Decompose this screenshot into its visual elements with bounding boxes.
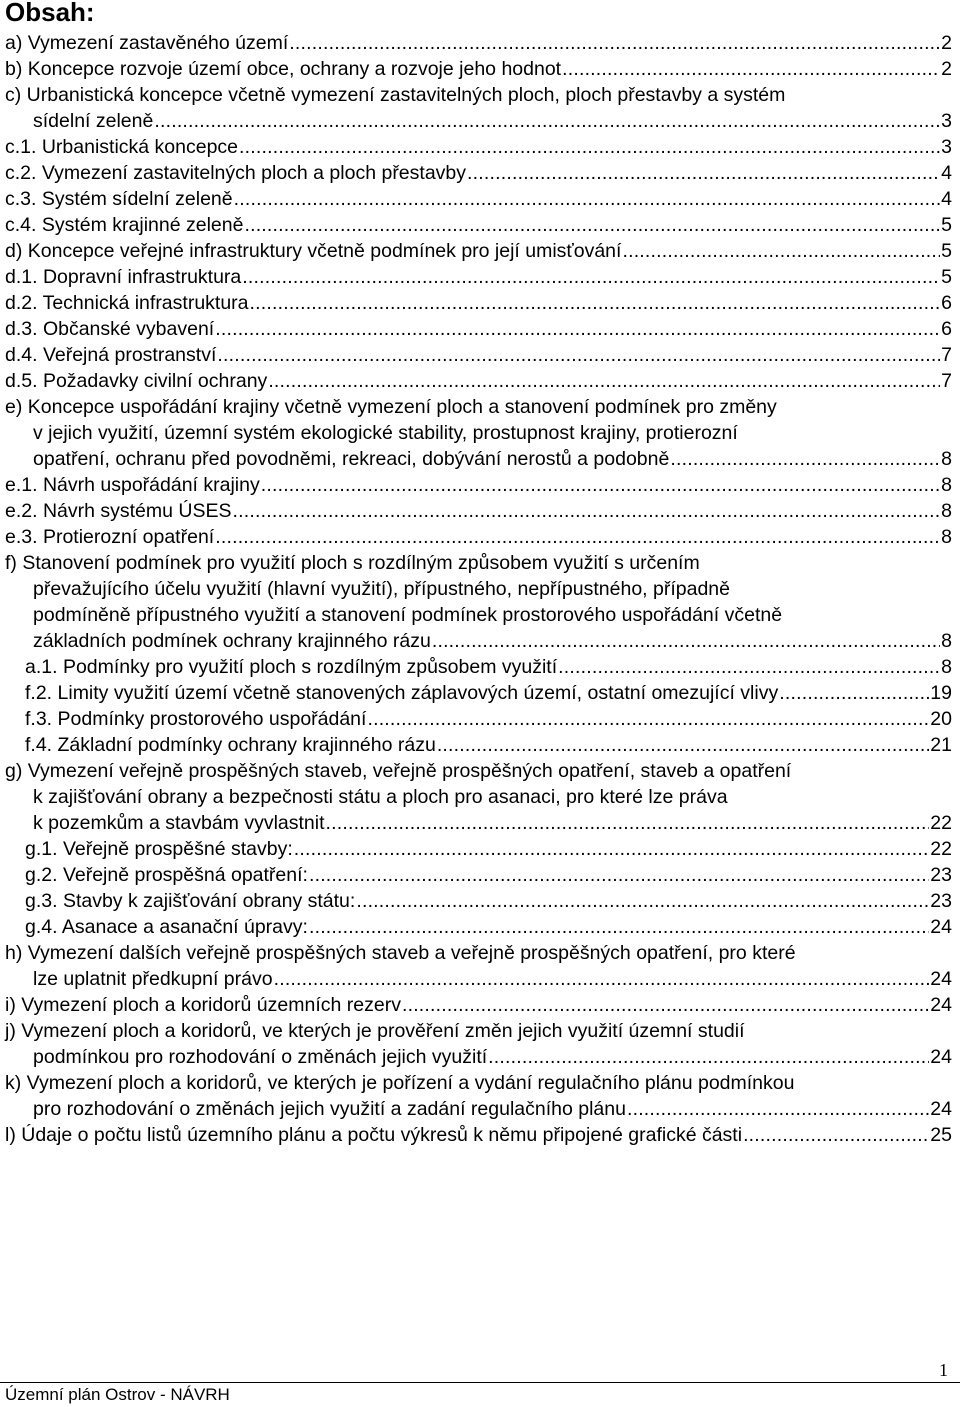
toc-entry-title: b) Koncepce rozvoje území obce, ochrany a rozvoje jeho hodnot <box>5 58 562 80</box>
toc-entry[interactable] <box>0 836 960 862</box>
toc-entry-page-number: 5 <box>941 266 952 288</box>
toc-dot-leader <box>402 992 929 1018</box>
toc-entry-page-number: 24 <box>930 1098 952 1120</box>
toc-entry-title: d.2. Technická infrastruktura <box>5 292 249 314</box>
toc-entry[interactable] <box>0 342 960 368</box>
toc-dot-leader <box>294 836 930 862</box>
toc-entry-page-number: 4 <box>941 188 952 210</box>
toc-entry-title: c.2. Vymezení zastavitelných ploch a ploch přestavby <box>5 162 467 184</box>
toc-entry-title: d.3. Občanské vybavení <box>5 318 215 340</box>
toc-entry-page-number: 2 <box>941 58 952 80</box>
toc-entry[interactable] <box>0 758 960 836</box>
toc-entry[interactable] <box>0 992 960 1018</box>
toc-entry-title: g.2. Veřejně prospěšná opatření: <box>25 864 308 886</box>
toc-dot-leader <box>242 264 940 290</box>
toc-entry-page-number: 24 <box>930 1046 952 1068</box>
toc-dot-leader <box>309 914 929 940</box>
toc-dot-leader <box>356 888 929 914</box>
toc-dot-leader <box>488 1044 929 1070</box>
toc-entry[interactable] <box>0 706 960 732</box>
toc-entry-title: e.1. Návrh uspořádání krajiny <box>5 474 260 496</box>
toc-entry-page-number: 23 <box>930 890 952 912</box>
toc-entry[interactable] <box>0 914 960 940</box>
toc-entry[interactable] <box>0 160 960 186</box>
toc-entry[interactable] <box>0 1070 960 1122</box>
toc-entry[interactable] <box>0 888 960 914</box>
toc-entry-title: sídelní zeleně <box>33 110 154 132</box>
toc-entry-page-number: 4 <box>941 162 952 184</box>
toc-entry[interactable] <box>0 524 960 550</box>
toc-dot-leader <box>234 186 941 212</box>
toc-entry-page-number: 8 <box>941 630 952 652</box>
toc-entry-page-number: 6 <box>941 318 952 340</box>
toc-entry[interactable] <box>0 368 960 394</box>
toc-dot-leader <box>261 472 940 498</box>
toc-entry-title: f) Stanovení podmínek pro využití ploch s rozdílným způsobem využití s určením <box>5 552 700 574</box>
toc-entry-title: opatření, ochranu před povodněmi, rekreaci, dobývání nerostů a podobně <box>33 448 670 470</box>
toc-dot-leader <box>743 1122 929 1148</box>
toc-entry[interactable] <box>0 264 960 290</box>
toc-entry-page-number: 3 <box>941 110 952 132</box>
toc-entry-title: g.1. Veřejně prospěšné stavby: <box>25 838 293 860</box>
toc-entry-page-number: 2 <box>941 32 952 54</box>
toc-dot-leader <box>289 30 940 56</box>
toc-entry[interactable] <box>0 30 960 56</box>
toc-entry-title: i) Vymezení ploch a koridorů územních rezerv <box>5 994 401 1016</box>
toc-entry[interactable] <box>0 238 960 264</box>
toc-entry-page-number: 20 <box>930 708 952 730</box>
toc-entry-title: základních podmínek ochrany krajinného rázu <box>33 630 431 652</box>
toc-entry-page-number: 5 <box>941 240 952 262</box>
toc-entry-page-number: 8 <box>941 474 952 496</box>
toc-dot-leader <box>309 862 929 888</box>
toc-entry-title: c.4. Systém krajinné zeleně <box>5 214 244 236</box>
toc-dot-leader <box>244 212 940 238</box>
toc-dot-leader <box>627 1096 929 1122</box>
toc-dot-leader <box>326 810 930 836</box>
toc-entry-page-number: 8 <box>941 500 952 522</box>
toc-entry-title: g.4. Asanace a asanační úpravy: <box>25 916 308 938</box>
toc-entry[interactable] <box>0 290 960 316</box>
footer-divider <box>0 1382 960 1383</box>
toc-entry[interactable] <box>0 1018 960 1070</box>
toc-entry-page-number: 21 <box>930 734 952 756</box>
toc-entry-title: k pozemkům a stavbám vyvlastnit <box>33 812 325 834</box>
toc-entry-title: podmínkou pro rozhodování o změnách jejich využití <box>33 1046 488 1068</box>
toc-entry-title: pro rozhodování o změnách jejich využití a zadání regulačního plánu <box>33 1098 626 1120</box>
toc-entry-title: v jejich využití, územní systém ekologické stability, prostupnost krajiny, protierozní <box>33 422 738 444</box>
toc-entry-title: podmíněně přípustného využití a stanovení podmínek prostorového uspořádání včetně <box>33 604 783 626</box>
toc-dot-leader <box>239 134 940 160</box>
toc-dot-leader <box>432 628 940 654</box>
toc-entry-title: d.5. Požadavky civilní ochrany <box>5 370 268 392</box>
toc-entry[interactable] <box>0 862 960 888</box>
toc-dot-leader <box>670 446 940 472</box>
toc-entry-title: g.3. Stavby k zajišťování obrany státu: <box>25 890 356 912</box>
toc-entry[interactable] <box>0 940 960 992</box>
toc-dot-leader <box>268 368 940 394</box>
toc-entry-title: f.4. Základní podmínky ochrany krajinného rázu <box>25 734 436 756</box>
table-of-contents <box>0 30 960 1148</box>
toc-entry[interactable] <box>0 680 960 706</box>
toc-dot-leader <box>622 238 940 264</box>
toc-entry-title: a.1. Podmínky pro využití ploch s rozdílným způsobem využití <box>25 656 558 678</box>
toc-entry[interactable] <box>0 56 960 82</box>
toc-entry-page-number: 25 <box>930 1124 952 1146</box>
toc-entry-page-number: 7 <box>941 370 952 392</box>
toc-entry-title: e.3. Protierozní opatření <box>5 526 215 548</box>
toc-entry-page-number: 22 <box>930 838 952 860</box>
toc-entry[interactable] <box>0 550 960 654</box>
toc-entry-title: k) Vymezení ploch a koridorů, ve kterých je pořízení a vydání regulačního plánu podmínkou <box>5 1072 795 1094</box>
toc-entry[interactable] <box>0 394 960 472</box>
toc-entry[interactable] <box>0 1122 960 1148</box>
toc-entry-title: c.1. Urbanistická koncepce <box>5 136 239 158</box>
toc-entry-title: h) Vymezení dalších veřejně prospěšných staveb a veřejně prospěšných opatření, pro které <box>5 942 796 964</box>
toc-entry[interactable] <box>0 732 960 758</box>
toc-entry-title: d.1. Dopravní infrastruktura <box>5 266 242 288</box>
toc-dot-leader <box>154 108 940 134</box>
toc-entry[interactable] <box>0 82 960 134</box>
toc-entry-page-number: 8 <box>941 448 952 470</box>
toc-dot-leader <box>558 654 940 680</box>
toc-entry-page-number: 8 <box>941 526 952 548</box>
toc-entry-title: a) Vymezení zastavěného území <box>5 32 289 54</box>
toc-entry-page-number: 5 <box>941 214 952 236</box>
toc-entry[interactable] <box>0 212 960 238</box>
toc-entry[interactable] <box>0 186 960 212</box>
toc-entry[interactable] <box>0 472 960 498</box>
toc-dot-leader <box>215 316 940 342</box>
toc-entry-page-number: 24 <box>930 916 952 938</box>
toc-entry-title: j) Vymezení ploch a koridorů, ve kterých je prověření změn jejich využití územní studií <box>5 1020 745 1042</box>
toc-dot-leader <box>250 290 941 316</box>
toc-entry[interactable] <box>0 316 960 342</box>
toc-entry-title: lze uplatnit předkupní právo <box>33 968 273 990</box>
toc-entry-page-number: 3 <box>941 136 952 158</box>
toc-dot-leader <box>215 524 940 550</box>
toc-entry-title: převažujícího účelu využití (hlavní využití), přípustného, nepřípustného, případně <box>33 578 730 600</box>
toc-entry-page-number: 24 <box>930 968 952 990</box>
toc-entry-title: g) Vymezení veřejně prospěšných staveb, veřejně prospěšných opatření, staveb a opatření <box>5 760 792 782</box>
toc-entry-title: f.2. Limity využití území včetně stanovených záplavových území, ostatní omezující vlivy <box>25 682 779 704</box>
toc-entry-title: c) Urbanistická koncepce včetně vymezení zastavitelných ploch, ploch přestavby a systém <box>5 84 786 106</box>
toc-entry-page-number: 8 <box>941 656 952 678</box>
toc-dot-leader <box>217 342 940 368</box>
toc-dot-leader <box>779 680 929 706</box>
toc-entry[interactable] <box>0 498 960 524</box>
toc-entry-title: f.3. Podmínky prostorového uspořádání <box>25 708 367 730</box>
toc-entry-title: l) Údaje o počtu listů územního plánu a počtu výkresů k němu připojené grafické části <box>5 1124 743 1146</box>
toc-entry-title: e.2. Návrh systému ÚSES <box>5 500 232 522</box>
toc-dot-leader <box>562 56 940 82</box>
toc-dot-leader <box>233 498 941 524</box>
footer-document-name: Územní plán Ostrov - NÁVRH <box>5 1385 230 1404</box>
toc-entry-title: d.4. Veřejná prostranství <box>5 344 217 366</box>
toc-entry-page-number: 6 <box>941 292 952 314</box>
toc-entry-page-number: 7 <box>941 344 952 366</box>
toc-dot-leader <box>437 732 929 758</box>
toc-entry-title: c.3. Systém sídelní zeleně <box>5 188 233 210</box>
toc-dot-leader <box>467 160 940 186</box>
toc-dot-leader <box>274 966 930 992</box>
toc-entry-title: d) Koncepce veřejné infrastruktury včetně podmínek pro její umisťování <box>5 240 622 262</box>
page-number: 1 <box>939 1360 948 1380</box>
toc-heading: Obsah: <box>5 0 95 27</box>
toc-entry-page-number: 23 <box>930 864 952 886</box>
toc-entry-page-number: 19 <box>930 682 952 704</box>
toc-entry-title: e) Koncepce uspořádání krajiny včetně vymezení ploch a stanovení podmínek pro změny <box>5 396 777 418</box>
toc-entry-title: k zajišťování obrany a bezpečnosti státu a ploch pro asanaci, pro které lze práva <box>33 786 728 808</box>
toc-entry[interactable] <box>0 134 960 160</box>
toc-dot-leader <box>367 706 929 732</box>
toc-entry-page-number: 24 <box>930 994 952 1016</box>
toc-entry-page-number: 22 <box>930 812 952 834</box>
toc-entry[interactable] <box>0 654 960 680</box>
